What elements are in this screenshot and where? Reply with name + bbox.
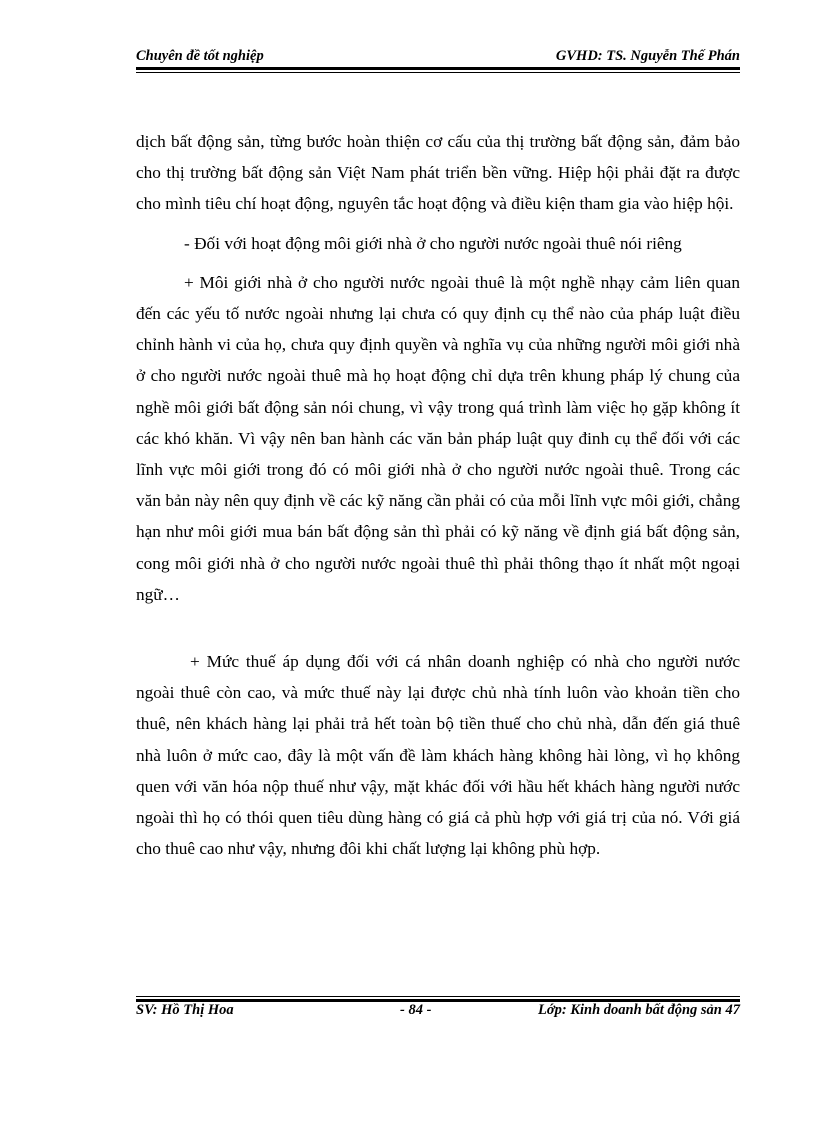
footer-class-name: Lớp: Kinh doanh bất động sản 47 <box>538 1002 740 1018</box>
footer-divider-thin <box>136 996 740 997</box>
body-paragraph-tax: + Mức thuế áp dụng đối với cá nhân doanh nghiệp có nhà cho người nước ngoài thuê còn cao, và mức thuế này lại được chủ nhà tính luôn vào khoản tiền cho thuê, nên khách hàng lại phải trả hết toàn bộ tiền thuế cho chủ nhà, dẫn đến giá thuê nhà luôn ở mức cao, đây là một vấn đề làm khách hàng không hài lòng, vì họ không quen với văn hóa nộp thuế như vậy, mặt khác đối với hầu hết khách hàng người nước ngoài thì họ có thói quen tiêu dùng hàng có giá cả phù hợp với giá trị của nó. Với giá cho thuê cao như vậy, nhưng đôi khi chất lượng lại không phù hợp. <box>136 652 740 859</box>
header-document-title: Chuyên đề tốt nghiệp <box>136 48 264 64</box>
page-body <box>136 126 740 864</box>
page-number: - 84 - <box>400 1002 432 1018</box>
body-paragraph-legal-framework: + Môi giới nhà ở cho người nước ngoài thuê là một nghề nhạy cảm liên quan đến các yếu tố nước ngoài nhưng lại chưa có quy định cụ thể nào của pháp luật điều chỉnh hành vi của họ, chưa quy định quyền và nghĩa vụ của những người môi giới nhà ở cho người nước ngoài thuê mà họ hoạt động chỉ dựa trên khung pháp lý chung của nghề môi giới bất động sản nói chung, vì vậy trong quá trình làm việc họ gặp không ít các khó khăn. Vì vậy nên ban hành các văn bản pháp luật quy đinh cụ thể đối với các lĩnh vực môi giới trong đó có môi giới nhà ở cho người nước ngoài thuê. Trong các văn bản này nên quy định về các kỹ năng cần phải có của mỗi lĩnh vực môi giới, chẳng hạn như môi giới mua bán bất động sản thì phải có kỹ năng về định giá bất động sản, cong môi giới nhà ở cho người nước ngoài thuê thì phải thông thạo ít nhất một ngoại ngữ… <box>136 272 740 604</box>
footer-student-name: SV: Hồ Thị Hoa <box>136 1002 234 1018</box>
header-supervisor: GVHD: TS. Nguyễn Thế Phán <box>555 48 740 64</box>
header-divider-thick <box>136 67 740 70</box>
header-divider-thin <box>136 72 740 73</box>
body-paragraph-continuation: dịch bất động sản, từng bước hoàn thiện cơ cấu của thị trường bất động sản, đảm bảo cho thị trường bất động sản Việt Nam phát triển bền vững. Hiệp hội phải đặt ra được cho mình tiêu chí hoạt động, nguyên tắc hoạt động và điều kiện tham gia vào hiệp hội. <box>136 132 740 214</box>
body-paragraph-section-heading: - Đối với hoạt động môi giới nhà ở cho người nước ngoài thuê nói riêng <box>184 233 682 253</box>
page-footer <box>136 1002 740 1024</box>
